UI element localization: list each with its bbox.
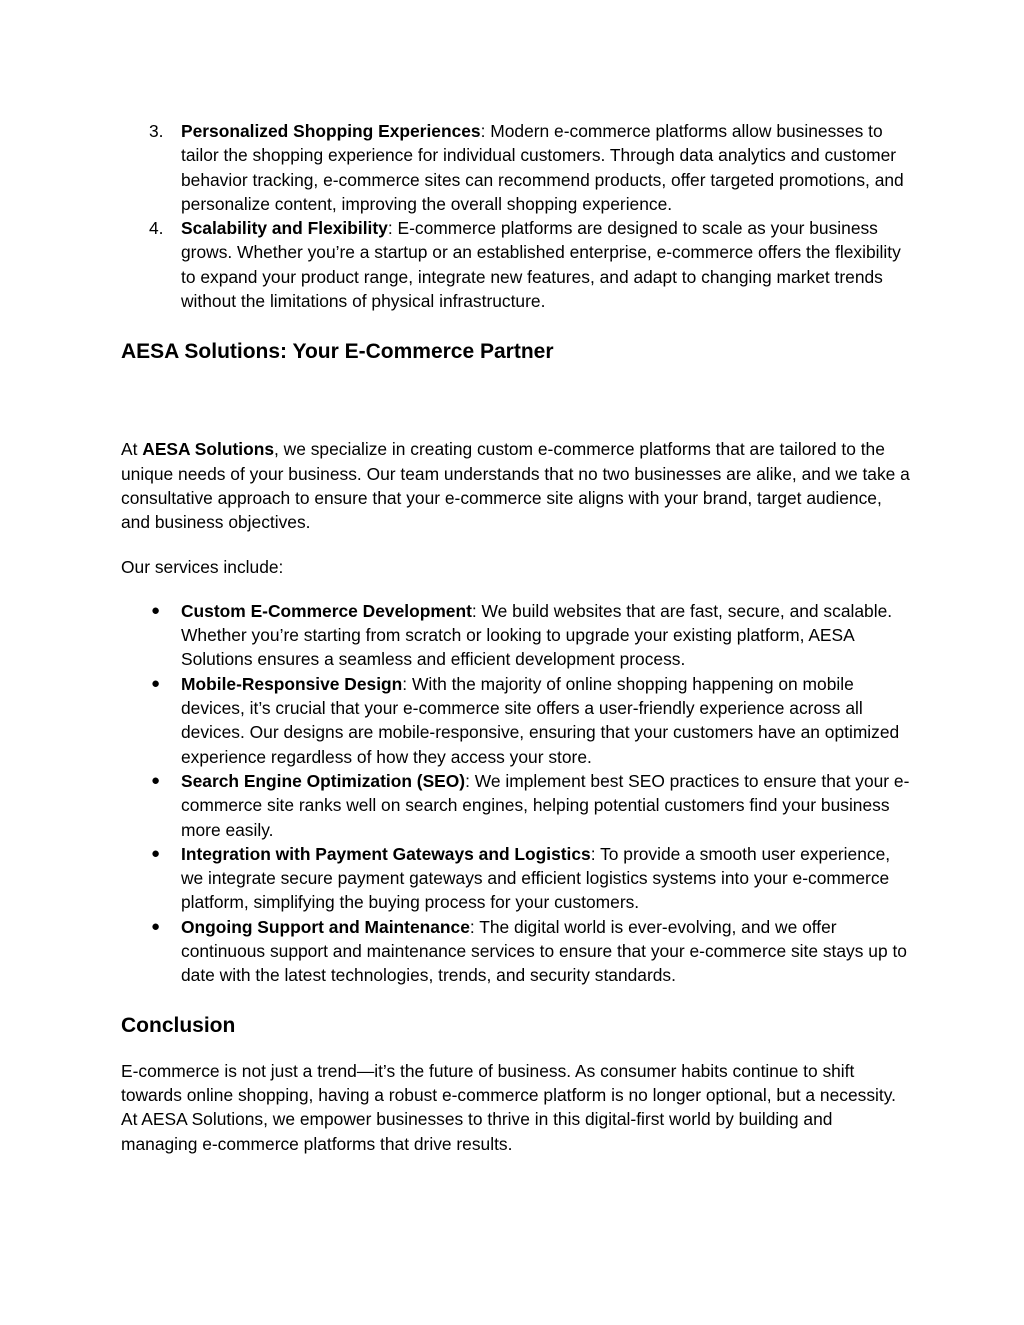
service-title: Search Engine Optimization (SEO) [181, 770, 466, 791]
conclusion-paragraph: E-commerce is not just a trend—it’s the future of business. As consumer habits continue to shift towards online shopping, having a robust e-commerce platform is no longer optional, but a necessity. At AESA Solutions, we empower businesses to thrive in this digital-first world by building and managing e-commerce platforms that drive results. [121, 1060, 896, 1154]
benefits-numbered-list [121, 119, 911, 313]
list-item [121, 672, 911, 769]
list-item-text: : Modern e-commerce platforms allow businesses to tailor the shopping experience for individual customers. Through data analytics and customer behavior tracking, e-commerce sites can recommend products, offer targeted promotions, and personalize content, improving the overall shopping experience. [181, 121, 904, 214]
intro-text: , we specialize in creating custom e-commerce platforms that are tailored to the unique needs of your business. Our team understands that no two businesses are alike, and we take a consultative approach to ensure that your e-commerce site aligns with your brand, target audience, and business objectives. [121, 439, 910, 533]
service-text: : The digital world is ever-evolving, and we offer continuous support and maintenance services to ensure that your e-commerce site stays up to date with the latest technologies, trends, and security standards. [181, 916, 907, 986]
list-item [121, 842, 911, 915]
list-item [121, 599, 911, 672]
service-text: : We implement best SEO practices to ensure that your e-commerce site ranks well on search engines, helping potential customers find your business more easily. [181, 770, 910, 840]
list-item-text: : E-commerce platforms are designed to scale as your business grows. Whether you’re a startup or an established enterprise, e-commerce offers the flexibility to expand your product range, integrate new features, and adapt to changing market trends without the limitations of physical infrastructure. [181, 218, 901, 312]
service-text: : To provide a smooth user experience, we integrate secure payment gateways and efficient logistics systems into your e-commerce platform, simplifying the buying process for your customers. [181, 843, 891, 913]
service-title: Custom E-Commerce Development [181, 600, 472, 621]
document-page [121, 119, 911, 1156]
list-number: 3. [149, 121, 164, 141]
aesa-intro-paragraph [121, 437, 911, 534]
intro-prefix: At [121, 439, 143, 460]
services-bullet-list [121, 599, 911, 988]
service-title: Mobile-Responsive Design [181, 673, 403, 694]
list-item-title: Personalized Shopping Experiences [181, 121, 481, 141]
intro-company-name: AESA Solutions [142, 439, 274, 460]
bullet-icon: ● [151, 601, 161, 619]
section-heading-aesa: AESA Solutions: Your E-Commerce Partner [121, 340, 554, 364]
services-lead: Our services include: [121, 556, 284, 577]
service-title: Ongoing Support and Maintenance [181, 916, 470, 937]
list-item [121, 216, 911, 313]
bullet-icon: ● [151, 917, 161, 935]
bullet-icon: ● [151, 771, 161, 789]
list-item [121, 915, 911, 988]
list-number: 4. [149, 218, 164, 239]
list-item [121, 119, 911, 216]
bullet-icon: ● [151, 844, 161, 862]
list-item-title: Scalability and Flexibility [181, 218, 388, 239]
service-text: : With the majority of online shopping happening on mobile devices, it’s crucial that your e-commerce site offers a user-friendly experience across all devices. Our designs are mobile-responsive, ensuring that your customers have an optimized experience regardless of how they access your store. [181, 673, 900, 767]
list-item [121, 769, 911, 842]
bullet-icon: ● [151, 674, 161, 692]
section-heading-conclusion: Conclusion [121, 1013, 236, 1037]
service-text: : We build websites that are fast, secure, and scalable. Whether you’re starting from scratch or looking to upgrade your existing platform, AESA Solutions ensures a seamless and efficient development process. [181, 600, 893, 670]
service-title: Integration with Payment Gateways and Logistics [181, 843, 591, 864]
